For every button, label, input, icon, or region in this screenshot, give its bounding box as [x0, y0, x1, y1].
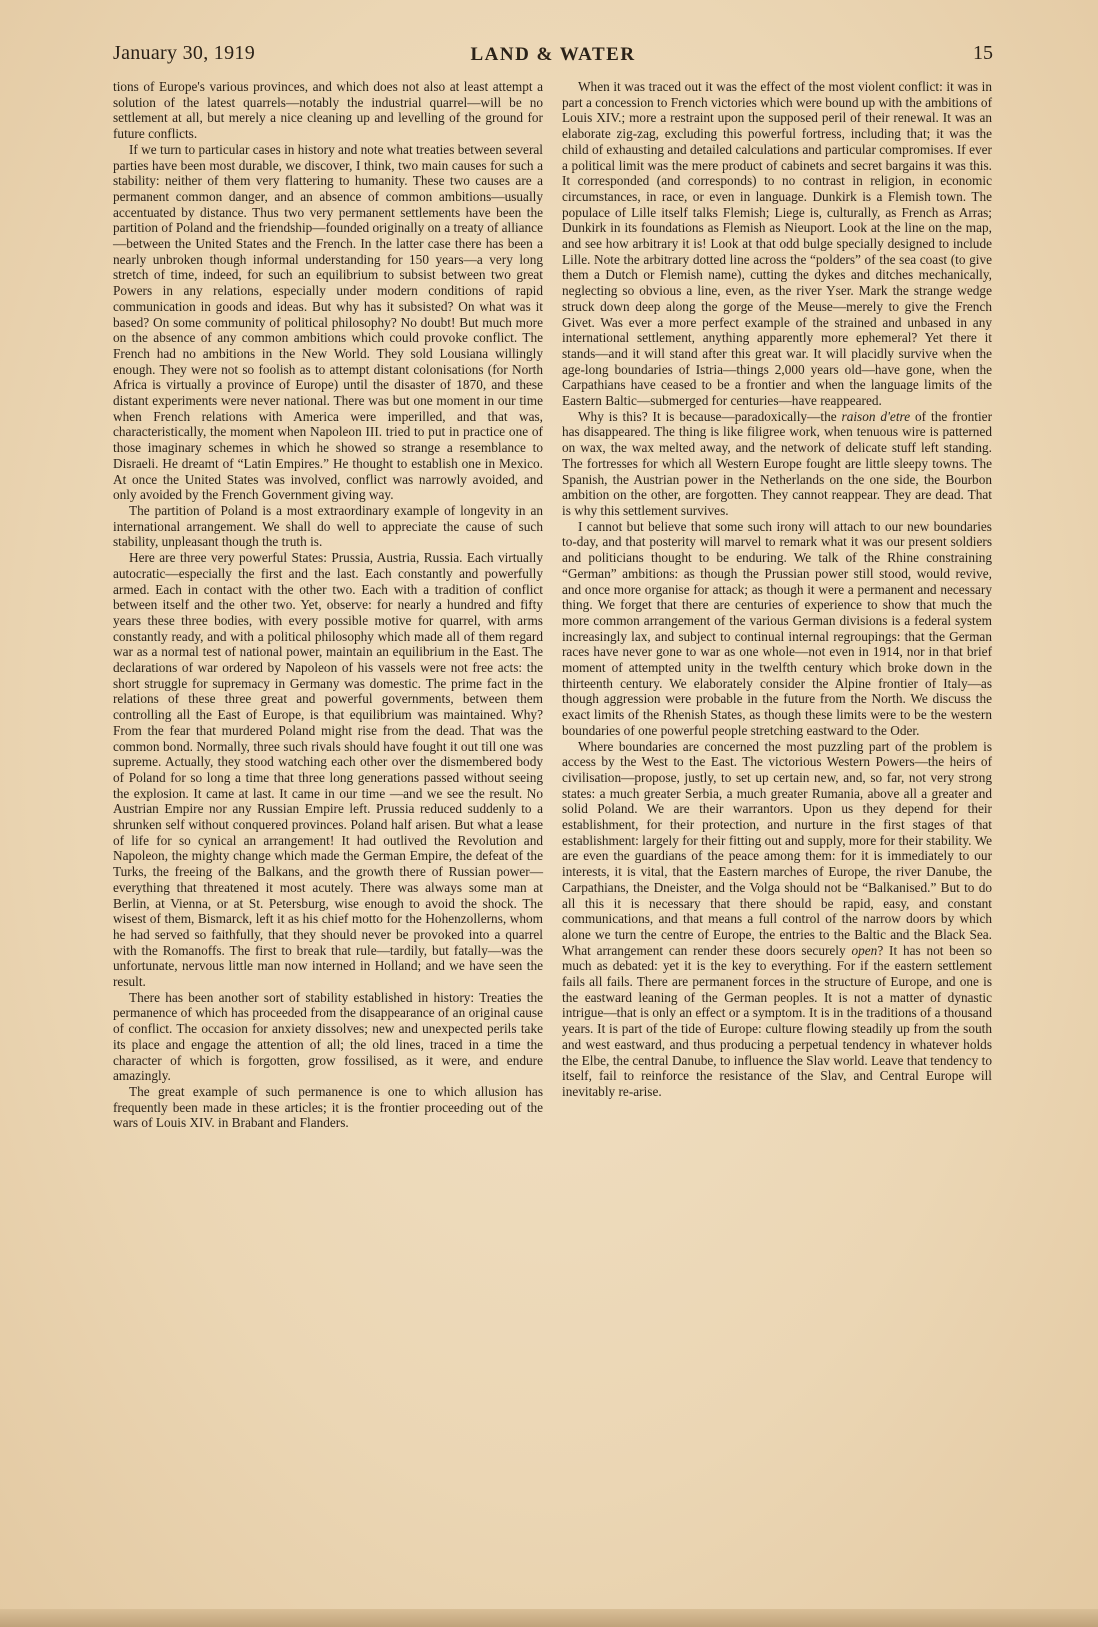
paragraph: If we turn to particular cases in history and note what treaties between several parties have been most durable, we discover, I think, two main causes for such a stability: neither of them very flattering to humanity. These two causes are a permanent common danger, and an absence of common ambitions—usually accentuated by distance. Thus two very permanent settlements have been the partition of Poland and the friendship—founded originally on a treaty of alliance—between the United States and the French. In the latter case there has been a nearly unbroken though informal understanding for 150 years—a very long stretch of time, indeed, for such an equilibrium to subsist between two great Powers in any relations, especially under modern conditions of rapid communication in goods and ideas. But why has it subsisted? On what was it based? On some community of political philosophy? No doubt! But much more on the absence of any common ambitions which could provoke conflict. The French had no ambitions in the New World. They sold Lousiana willingly enough. They were not so foolish as to attempt distant colonisations (for North Africa is virtually a province of Europe) until the disaster of 1870, and these distant experiments were never national. There was but one moment in our time when French relations with America were imperilled, and that was, characteristically, the moment when Napoleon III. tried to put in practice one of those imaginary schemes in which he showed so strange a resemblance to Disraeli. He dreamt of “Latin Empires.” He thought to establish one in Mexico. At once the United States was involved, conflict was narrowly avoided, and only avoided by the French Government giving way. [113, 141, 543, 503]
paragraph: I cannot but believe that some such irony will attach to our new boundaries to-day, and that posterity will marvel to remark what it was our present soldiers and politicians thought to be enduring. We talk of the Rhine constraining “German” ambitions: as though the Prussian power still stood, would revive, and once more organise for attack; as though it were a permanent and necessary thing. We forget that there are centuries of experience to show that much the more common arrangement of the various German divisions is a federal system increasingly lax, and subject to continual internal regroupings: that the German races have never gone to war as one whole—not even in 1914, nor in that brief moment of attempted unity in the twelfth century which broke down in the thirteenth century. We elaborately consider the Alpine frontier of Italy—as though aggression were probable in the future from the North. We discuss the exact limits of the Rhenish States, as though these limits were to be the western boundaries of one powerful people stretching eastward to the Oder. [562, 518, 992, 738]
italic-phrase: raison d'etre [841, 408, 911, 424]
paragraph: tions of Europe's various provinces, and which does not also at least attempt a solution of the latest quarrels—notably the industrial quarrel—will be no settlement at all, but merely a nice cleaning up and levelling of the ground for future conflicts. [113, 79, 543, 142]
page-edge [0, 1609, 1098, 1627]
paragraph [562, 739, 992, 1100]
publication-title: LAND & WATER [470, 44, 636, 65]
text-run: Where boundaries are concerned the most puzzling part of the problem is access by the West to the East. The victorious Western Powers—the heirs of civilisation—propose, justly, to set up certain new, and, so far, not very strong states: a much greater Serbia, a much greater Rumania, above all a greater and solid Poland. We are their warrantors. Upon us they depend for their establishment, for their protection, and nurture in the first stages of that establishment: largely for their fitting out and supply, more for their stability. We are even the guardians of the peace among them: for it is immediately to our interests, it is vital, that the Eastern marches of Europe, the river Danube, the Carpathians, the Dneister, and the Volga should not be “Balkanised.” But to do all this it is necessary that there should be rapid, easy, and constant communications, and that means a full control of the narrow doors by which alone we turn the centre of Europe, the entries to the Baltic and the Black Sea. What arrangement can render these doors securely [562, 738, 992, 958]
page-number: 15 [973, 42, 993, 64]
text-run: Why is this? It is because—paradoxically—the [578, 408, 842, 424]
page-header [113, 42, 993, 72]
issue-date: January 30, 1919 [113, 42, 255, 64]
text-run: of the frontier has disappeared. The thing is like filigree work, when tenuous wire is patterned on wax, the wax melted away, and the network of delicate stuff left standing. The fortresses for which all Western Europe fought are little sleepy towns. The Spanish, the Austrian power in the Netherlands on the one side, the Bourbon ambition on the other, are forgotten. They cannot reappear. They are dead. That is why this settlement survives. [562, 408, 993, 518]
paragraph [562, 409, 992, 519]
paragraph: When it was traced out it was the effect of the most violent conflict: it was in part a concession to French victories which were bound up with the ambitions of Louis XIV.; more a restraint upon the supposed peril of their renewal. It was an elaborate zig-zag, excluding this powerful fortress, including that; it was the child of exhausting and detailed calculations and particular compromises. If ever a political limit was the mere product of cabinets and secret bargains it was this. It corresponded (and corresponds) to no contrast in religion, in economic circumstances, in race, or even in language. Dunkirk is a Flemish town. The populace of Lille itself talks Flemish; Liege is, culturally, as French as Arras; Dunkirk in its foundations as Flemish as Nieuport. Look at the line on the map, and see how arbitrary it is! Look at that odd bulge specially designed to include Lille. Note the arbitrary dotted line across the “polders” of the sea coast (to give them a Dutch or Flemish name), cutting the dykes and ditches mechanically, neglecting so obvious a line, even, as the river Yser. Mark the strange wedge struck down deep along the gorge of the Meuse—merely to give the French Givet. Was ever a more perfect example of the strained and unbased in any international settlement, anything apparently more ephemeral? Yet there it stands—and it will stand after this great war. It will placidly survive when the age-long boundaries of Istria—things 2,000 years old—have gone, when the Carpathians have ceased to be a frontier and when the language limits of the Eastern Baltic—submerged for centuries—have reappeared. [562, 79, 992, 409]
italic-phrase: open [851, 942, 878, 958]
right-column [562, 79, 992, 1100]
paragraph: Here are three very powerful States: Prussia, Austria, Russia. Each virtually autocratic—especially the first and the last. Each constantly and powerfully armed. Each in contact with the other two. Each with a tradition of conflict between itself and the other two. Yet, observe: for nearly a hundred and fifty years these three bodies, with every possible motive for quarrel, with arms constantly ready, and with a political philosophy which made all of them regard war as a normal test of national power, maintain an equilibrium in the East. The declarations of war ordered by Napoleon of his vassels were not free acts: the short struggle for supremacy in Germany was domestic. The prime fact in the relations of these three great and powerful governments, between them controlling all the East of Europe, is that equilibrium was maintained. Why? From the fear that murdered Poland might rise from the dead. That was the common bond. Normally, three such rivals should have fought it out till one was supreme. Actually, they stood watching each other over the dismembered body of Poland for so long a time that three long generations passed without seeing the explosion. It came at last. It came in our time —and we see the result. No Austrian Empire nor any Russian Empire left. Prussia reduced suddenly to a shrunken self without conquered provinces. Poland half arisen. But what a lease of life for so cynical an arrangement! It had outlived the Revolution and Napoleon, the mighty change which made the German Empire, the defeat of the Turks, the freeing of the Balkans, and the growth there of Russian power—everything that threatened it most acutely. There was always some man at Berlin, at Vienna, or at St. Petersburg, wise enough to avoid the shock. The wisest of them, Bismarck, left it as his chief motto for the Hohenzollerns, whom he had served so faithfully, that they should never be provoked into a quarrel with the Romanoffs. The first to break that rule—tardily, but fatally—was the unfortunate, nervous little man now interned in Holland; and we have seen the result. [113, 550, 543, 990]
left-column [113, 79, 543, 1131]
paragraph: The partition of Poland is a most extraordinary example of longevity in an international arrangement. We shall do well to appreciate the cause of such stability, unpleasant though the truth is. [113, 502, 543, 550]
paragraph: The great example of such permanence is one to which allusion has frequently been made in these articles; it is the frontier proceeding out of the wars of Louis XIV. in Brabant and Flanders. [113, 1084, 543, 1131]
text-run: ? It has not been so much as debated: yet it is the key to everything. For if the eastern settlement fails all fails. There are permanent forces in the structure of Europe, and one is the eastward leaning of the German peoples. It is not a matter of dynastic intrigue—that is only an effect or a symptom. It is in the traditions of a thousand years. It is part of the tide of Europe: culture flowing steadily up from the south and west eastward, and thus producing a perpetual tendency in whatever holds the Elbe, the central Danube, to influence the Slav world. Leave that tendency to itself, fail to reinforce the resistance of the Slav, and Central Europe will inevitably re-arise. [562, 942, 992, 1099]
paragraph: There has been another sort of stability established in history: Treaties the permanence of which has proceeded from the disappearance of an original cause of conflict. The occasion for anxiety dissolves; new and unexpected perils take its place and engage the attention of all; the old lines, traced in a time the character of which is forgotten, grow fossilised, as it were, and endure amazingly. [113, 989, 543, 1084]
